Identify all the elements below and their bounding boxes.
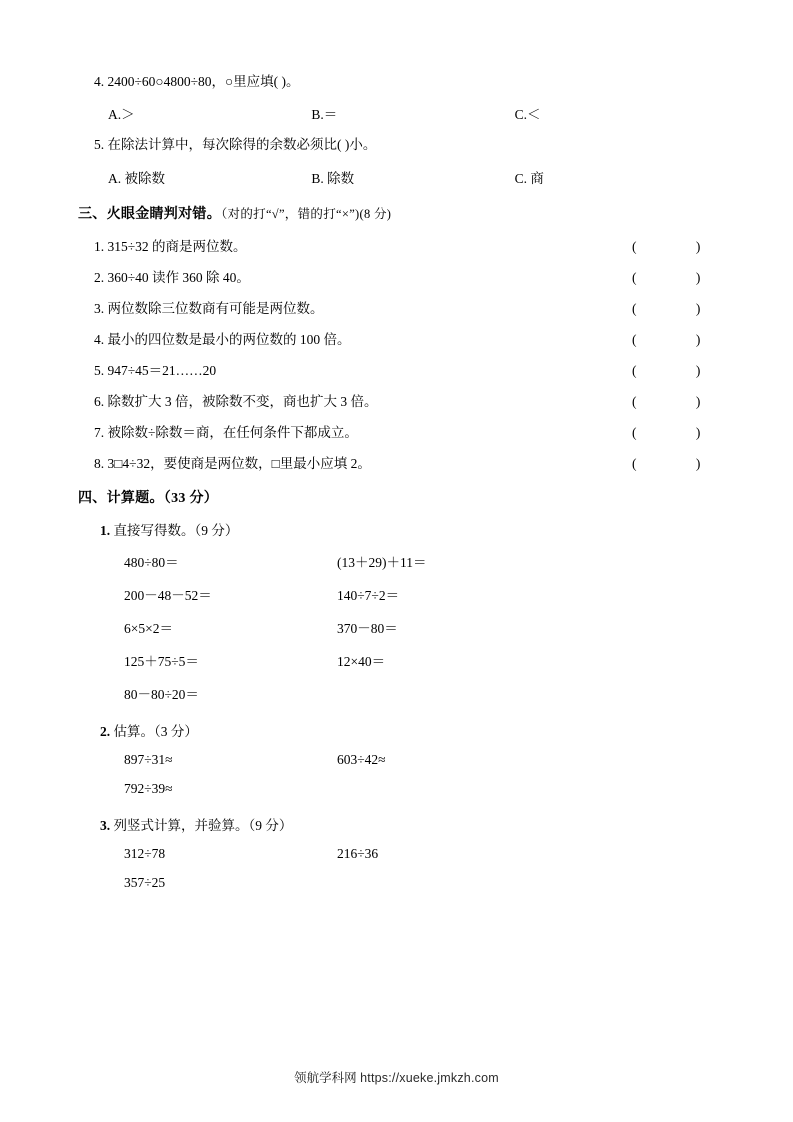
long-division-cell[interactable]: 216÷36 (337, 845, 379, 861)
site-url: https://xueke.jmkzh.com (360, 1071, 499, 1085)
section-three-title-text: 三、火眼金睛判对错。 (78, 206, 221, 222)
long-division-grid (78, 846, 718, 904)
calc-cell[interactable]: (13＋29)＋11＝ (337, 554, 427, 570)
tf-item-text: 7. 被除数÷除数＝商，在任何条件下都成立。 (94, 424, 358, 440)
calc-cell[interactable]: 6×5×2＝ (124, 620, 173, 636)
sub-section-1-title (78, 519, 718, 539)
question-4-option-a[interactable]: A.＞ (108, 107, 135, 123)
sub-section-3-title (78, 814, 718, 834)
question-5-options (78, 167, 718, 187)
tf-item-text: 3. 两位数除三位数商有可能是两位数。 (94, 300, 324, 316)
tf-item (78, 235, 729, 255)
sub-section-3-number: 3. (100, 817, 111, 833)
tf-answer-box[interactable]: ( ) (632, 393, 729, 409)
calc-cell[interactable]: 370－80＝ (337, 620, 398, 636)
tf-answer-box[interactable]: ( ) (632, 424, 729, 440)
question-5-option-c[interactable]: C. 商 (514, 170, 544, 186)
footer-watermark (0, 1068, 793, 1086)
tf-item (78, 390, 729, 410)
site-brand: 领航学科网 (294, 1071, 357, 1085)
sub-section-1-number: 1. (100, 522, 111, 538)
question-4-option-c[interactable]: C.＜ (514, 107, 541, 123)
sub-section-2-title (78, 720, 718, 740)
tf-answer-box[interactable]: ( ) (632, 455, 729, 471)
question-5-option-b[interactable]: B. 除数 (311, 170, 355, 186)
question-4-options (78, 103, 718, 123)
section-three-hint: （对的打“√”，错的打“×”)(8 分) (221, 206, 392, 221)
sub-section-1-label: 直接写得数。（9 分） (113, 522, 239, 538)
tf-answer-box[interactable]: ( ) (632, 331, 729, 347)
sub-section-3-label: 列竖式计算，并验算。（9 分） (113, 817, 293, 833)
question-4-text: 4. 2400÷60○4800÷80，○里应填( )。 (94, 74, 300, 89)
tf-answer-box[interactable]: ( ) (632, 238, 729, 254)
long-division-cell[interactable]: 312÷78 (124, 845, 166, 861)
calc-cell[interactable]: 480÷80＝ (124, 554, 179, 570)
tf-item (78, 359, 729, 379)
tf-answer-box[interactable]: ( ) (632, 300, 729, 316)
calc-cell[interactable]: 200－48－52＝ (124, 587, 212, 603)
tf-answer-box[interactable]: ( ) (632, 362, 729, 378)
tf-answer-box[interactable]: ( ) (632, 269, 729, 285)
section-three-title (78, 203, 718, 223)
section-four-title: 四、计算题。（33 分） (78, 490, 219, 506)
tf-item (78, 421, 729, 441)
long-division-cell[interactable]: 357÷25 (124, 874, 166, 890)
sub-section-2-label: 估算。（3 分） (113, 723, 198, 739)
tf-item-text: 6. 除数扩大 3 倍，被除数不变，商也扩大 3 倍。 (94, 393, 378, 409)
tf-item-text: 4. 最小的四位数是最小的两位数的 100 倍。 (94, 331, 351, 347)
estimate-cell[interactable]: 603÷42≈ (337, 751, 386, 767)
tf-item-text: 8. 3□4÷32，要使商是两位数，□里最小应填 2。 (94, 455, 371, 471)
tf-item-text: 5. 947÷45＝21……20 (94, 362, 217, 378)
question-5-option-a[interactable]: A. 被除数 (108, 170, 165, 186)
tf-item (78, 328, 729, 348)
estimate-grid (78, 752, 718, 810)
tf-item-text: 2. 360÷40 读作 360 除 40。 (94, 269, 250, 285)
calc-cell[interactable]: 125＋75÷5＝ (124, 653, 199, 669)
tf-item (78, 297, 729, 317)
page-content (78, 72, 729, 904)
calc-cell[interactable]: 140÷7÷2＝ (337, 587, 400, 603)
tf-item-text: 1. 315÷32 的商是两位数。 (94, 238, 247, 254)
estimate-cell[interactable]: 792÷39≈ (124, 780, 173, 796)
estimate-cell[interactable]: 897÷31≈ (124, 751, 173, 767)
question-5-text: 5. 在除法计算中，每次除得的余数必须比( )小。 (94, 137, 377, 153)
calc-cell[interactable]: 12×40＝ (337, 653, 386, 669)
direct-answer-grid (78, 551, 718, 716)
calc-cell[interactable]: 80－80÷20＝ (124, 686, 199, 702)
tf-item (78, 266, 729, 286)
tf-item (78, 452, 729, 472)
sub-section-2-number: 2. (100, 723, 111, 739)
question-4-option-b[interactable]: B.＝ (311, 107, 338, 123)
